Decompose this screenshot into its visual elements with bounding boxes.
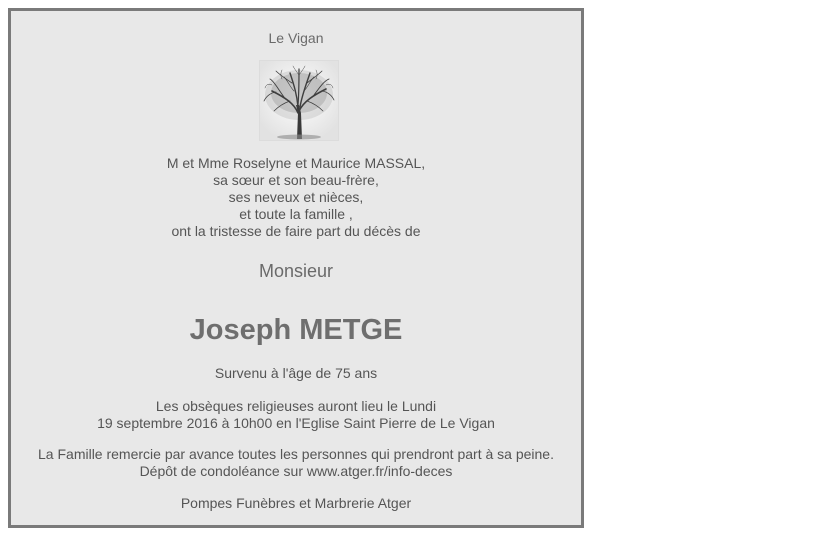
family-announcement bbox=[11, 155, 581, 240]
family-line: ses neveux et nièces, bbox=[228, 189, 364, 205]
thanks-line: La Famille remercie par avance toutes les personnes qui prendront part à sa peine. bbox=[38, 446, 554, 462]
age-line: Survenu à l'âge de 75 ans bbox=[214, 365, 378, 381]
family-line: sa sœur et son beau-frère, bbox=[213, 172, 379, 188]
thanks-line: Dépôt de condoléance sur www.atger.fr/info-deces bbox=[139, 463, 453, 479]
family-line: ont la tristesse de faire part du décès de bbox=[171, 223, 421, 239]
family-line: et toute la famille , bbox=[239, 206, 353, 222]
funeral-details bbox=[11, 398, 581, 432]
funeral-company: Pompes Funèbres et Marbrerie Atger bbox=[180, 495, 412, 511]
funeral-line: 19 septembre 2016 à 10h00 en l'Eglise Saint Pierre de Le Vigan bbox=[97, 415, 495, 431]
bare-tree-icon bbox=[260, 61, 338, 140]
thanks-message bbox=[11, 446, 581, 480]
town-name: Le Vigan bbox=[268, 30, 324, 46]
deceased-title: Monsieur bbox=[258, 261, 334, 281]
tree-image bbox=[259, 60, 339, 141]
funeral-line: Les obsèques religieuses auront lieu le Lundi bbox=[155, 398, 437, 414]
death-notice-card bbox=[8, 8, 584, 528]
family-line: M et Mme Roselyne et Maurice MASSAL, bbox=[166, 155, 426, 171]
deceased-name: Joseph METGE bbox=[189, 314, 403, 346]
